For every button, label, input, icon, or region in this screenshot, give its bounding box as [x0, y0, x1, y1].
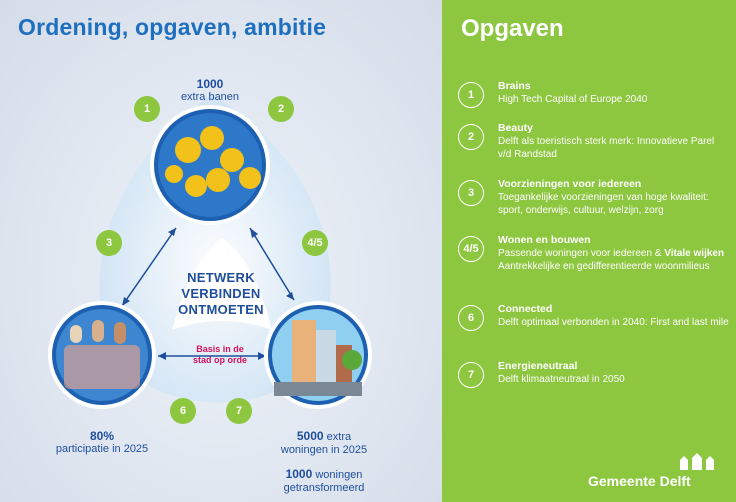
opgave-desc-4-5-c: Aantrekkelijke en gedifferentieerde woonmilieus — [498, 261, 710, 272]
opgaven-panel — [442, 0, 736, 502]
opgave-badge-4-5: 4/5 — [458, 236, 484, 262]
stat-jobs — [160, 78, 260, 104]
opgave-title-3: Voorzieningen voor iedereen — [498, 178, 642, 190]
opgave-badge-6: 6 — [458, 305, 484, 331]
opgave-badge-7: 7 — [458, 362, 484, 388]
opgave-title-1: Brains — [498, 80, 531, 92]
opgave-badge-1: 1 — [458, 82, 484, 108]
opgave-item-4-5 — [458, 234, 730, 273]
opgave-desc-4-5 — [498, 247, 730, 273]
step-circle-2: 2 — [268, 96, 294, 122]
stat-homes-value: 5000 — [296, 429, 324, 443]
opgave-desc-3: Toegankelijke voorzieningen van hoge kwaliteit: sport, onderwijs, cultuur, welzijn, zorg — [498, 192, 709, 216]
opgave-item-2 — [458, 122, 730, 161]
opgave-desc-1: High Tech Capital of Europe 2040 — [498, 94, 648, 105]
stat-participation — [40, 430, 164, 456]
stat-transformed-label: getransformeerd — [283, 482, 365, 494]
step-circle-4-5: 4/5 — [302, 230, 328, 256]
stat-transformed — [262, 468, 386, 495]
opgave-item-7 — [458, 360, 730, 388]
page-title: Ordening, opgaven, ambitie — [18, 14, 327, 40]
step-circle-6: 6 — [170, 398, 196, 424]
opgave-desc-6: Delft optimaal verbonden in 2040: First and last mile — [498, 317, 729, 328]
network-line-1: NETWERK — [187, 270, 255, 285]
basis-line-2: stad op orde — [192, 355, 247, 365]
basis-label — [172, 344, 268, 366]
opgave-desc-4-5-b: Vitale wijken — [664, 248, 725, 259]
people-circle — [50, 303, 154, 407]
network-line-2: VERBINDEN — [181, 286, 261, 301]
stat-participation-value: 80% — [89, 429, 115, 443]
stat-jobs-label: extra banen — [180, 91, 240, 103]
stat-transformed-value: 1000 — [285, 467, 313, 481]
opgave-item-3 — [458, 178, 730, 217]
opgave-desc-4-5-a: Passende woningen voor iedereen & — [498, 248, 665, 259]
delft-logo-icon — [678, 452, 716, 472]
opgave-title-2: Beauty — [498, 122, 534, 134]
stat-transformed-suffix: woningen — [315, 469, 363, 481]
opgave-badge-2: 2 — [458, 124, 484, 150]
gemeente-delft-logo: Gemeente Delft — [588, 473, 691, 489]
network-label — [160, 270, 282, 318]
opgave-badge-3: 3 — [458, 180, 484, 206]
opgave-desc-7: Delft klimaatneutraal in 2050 — [498, 374, 625, 385]
opgave-item-6 — [458, 303, 730, 331]
step-circle-7: 7 — [226, 398, 252, 424]
houses-circle — [266, 303, 370, 407]
opgave-desc-2: Delft als toeristisch sterk merk: Innovatieve Parel v/d Randstad — [498, 136, 715, 160]
stat-jobs-value: 1000 — [196, 77, 224, 91]
stat-homes — [262, 430, 386, 457]
opgave-item-1 — [458, 80, 730, 108]
stat-homes-label: woningen in 2025 — [280, 444, 368, 456]
network-line-3: ONTMOETEN — [178, 302, 264, 317]
stat-homes-suffix: extra — [326, 431, 352, 443]
gears-circle — [152, 107, 268, 223]
basis-line-1: Basis in de — [196, 344, 244, 354]
opgave-title-6: Connected — [498, 303, 553, 315]
stat-participation-label: participatie in 2025 — [55, 443, 149, 455]
panel-title: Opgaven — [461, 15, 564, 42]
step-circle-1: 1 — [134, 96, 160, 122]
opgave-title-4-5: Wonen en bouwen — [498, 234, 591, 246]
opgave-title-7: Energieneutraal — [498, 360, 578, 372]
step-circle-3: 3 — [96, 230, 122, 256]
